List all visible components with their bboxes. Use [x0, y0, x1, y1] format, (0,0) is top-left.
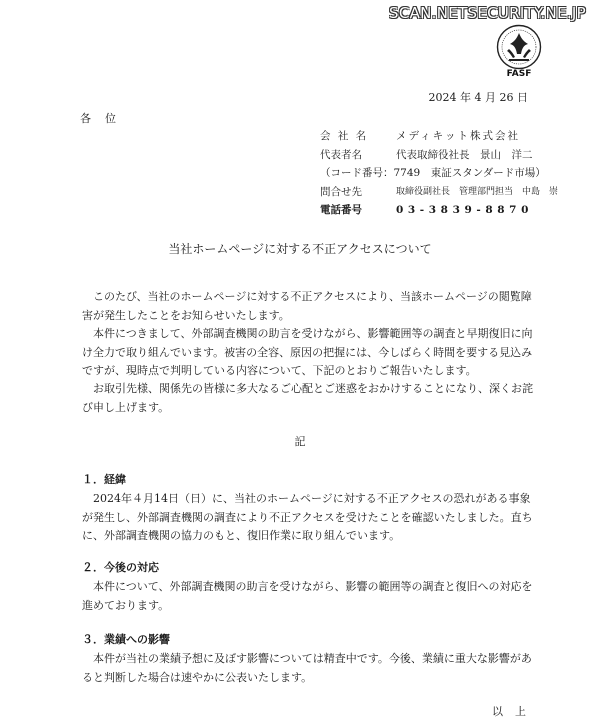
section-heading-impact: ３．業績への影響 [82, 633, 170, 646]
contact-label: 問合せ先 [320, 185, 362, 198]
intro-paragraph-3: お取引先様、関係先の皆様に多大なるご心配とご迷惑をおかけすることになり、深くお詫び申し上げます。 [82, 382, 533, 414]
intro-paragraph-2: 本件につきまして、外部調査機関の助言を受けながら、影響範囲等の調査と早期復旧に向け全力で取り組んでいます。被害の全容、原因の把握には、今しばらく時間を要する見込みですが、現時点で判明している内容について、下記のとおりご報告いたします。 [82, 327, 533, 377]
site-watermark: SCAN.NETSECURITY.NE.JP [389, 4, 586, 22]
phone-number: 03-3839-8870 [396, 204, 533, 217]
section-body-background: 2024年４月14日（日）に、当社のホームページに対する不正アクセスの恐れがある事象が発生し、外部調査機関の調査により不正アクセスを受けたことを確認いたしました。直ちに、外部調査機関の協力のもと、復旧作業に取り組んでいます。 [82, 492, 533, 542]
section-body-impact: 本件が当社の業績予想に及ぼす影響については精査中です。今後、業績に重大な影響があると判断した場合は速やかに公表いたします。 [82, 652, 532, 684]
closing-mark: 以上 [492, 705, 538, 718]
document-date: 2024 年 4 月 26 日 [428, 91, 528, 104]
company-label: 会 社 名 [320, 130, 369, 142]
seal-label: FASF [506, 69, 532, 78]
company-name: メディキット株式会社 [396, 130, 520, 142]
contact-person: 取締役副社長 管理部門担当 中島 崇 [396, 186, 559, 197]
contact-row [320, 183, 558, 202]
sender-block [320, 127, 558, 220]
ki-marker: 記 [294, 435, 306, 448]
representative-row [320, 146, 558, 165]
company-row [320, 127, 558, 146]
section-body-response: 本件について、外部調査機関の助言を受けながら、影響の範囲等の調査と復旧への対応を進めております。 [82, 580, 533, 612]
phone-row [320, 201, 558, 220]
representative-label: 代表者名 [320, 148, 362, 161]
fasf-seal-logo [496, 24, 542, 78]
intro-paragraph-1: このたび、当社のホームページに対する不正アクセスにより、当該ホームページの閲覧障害が発生したことをお知らせいたします。 [82, 290, 532, 322]
document-title: 当社ホームページに対する不正アクセスについて [168, 242, 432, 256]
section-heading-response: ２．今後の対応 [82, 561, 159, 574]
section-heading-background: １．経緯 [82, 473, 126, 486]
addressee: 各位 [80, 112, 130, 125]
phone-label: 電話番号 [320, 204, 362, 217]
stock-code-line: （コード番号：7749 東証スタンダード市場） [320, 167, 546, 180]
representative-name: 代表取締役社長 景山 洋二 [396, 148, 533, 161]
